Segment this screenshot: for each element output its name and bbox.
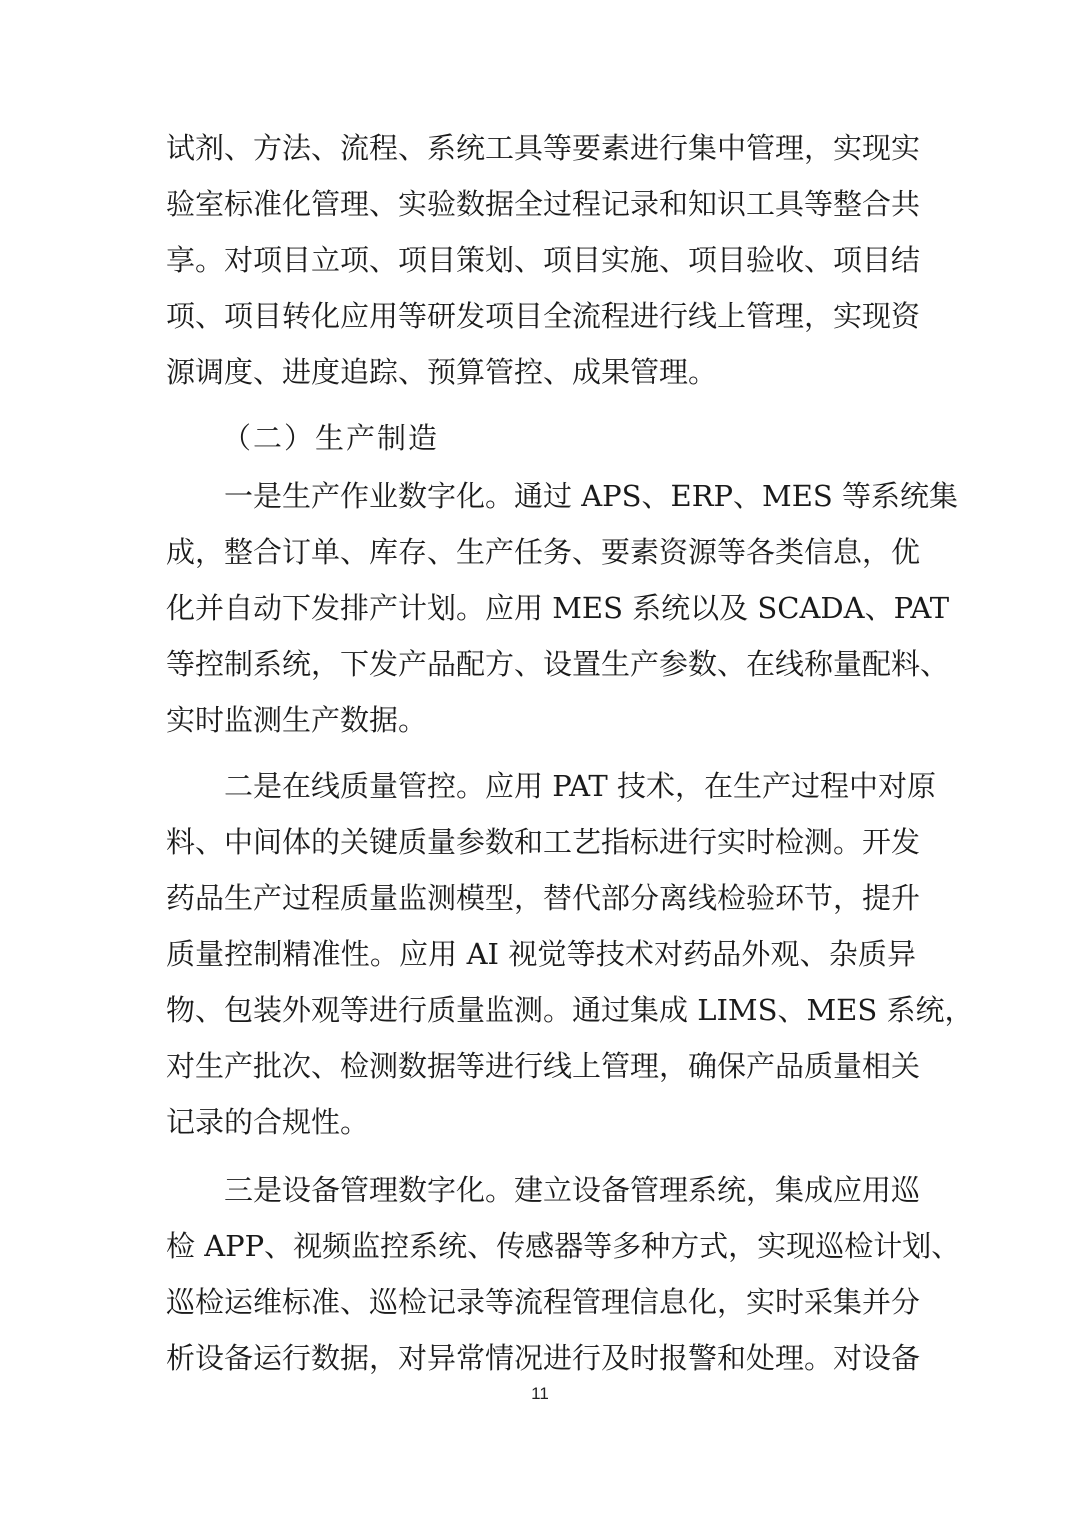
- text-line: 化并自动下发排产计划。应用 MES 系统以及 SCADA、PAT: [166, 591, 950, 625]
- text-line: 源调度、进度追踪、预算管控、成果管理。: [166, 355, 718, 389]
- text-line: 试剂、方法、流程、系统工具等要素进行集中管理，实现实: [166, 131, 921, 165]
- text-line: 二是在线质量管控。应用 PAT 技术，在生产过程中对原: [224, 769, 936, 803]
- text-line: 质量控制精准性。应用 AI 视觉等技术对药品外观、杂质异: [166, 937, 916, 971]
- text-line: 享。对项目立项、项目策划、项目实施、项目验收、项目结: [166, 243, 921, 277]
- text-line: 实时监测生产数据。: [166, 703, 428, 737]
- text-line: 检 APP、视频监控系统、传感器等多种方式，实现巡检计划、: [166, 1229, 961, 1263]
- text-line: 验室标准化管理、实验数据全过程记录和知识工具等整合共: [166, 187, 921, 221]
- text-line: 物、包装外观等进行质量监测。通过集成 LIMS、MES 系统，: [166, 993, 974, 1027]
- text-line: 项、项目转化应用等研发项目全流程进行线上管理，实现资: [166, 299, 921, 333]
- text-line: 药品生产过程质量监测模型，替代部分离线检验环节，提升: [166, 881, 921, 915]
- text-line: 三是设备管理数字化。建立设备管理系统，集成应用巡: [224, 1173, 921, 1207]
- text-line: 成，整合订单、库存、生产任务、要素资源等各类信息，优: [166, 535, 921, 569]
- text-line: 对生产批次、检测数据等进行线上管理，确保产品质量相关: [166, 1049, 921, 1083]
- section-heading: （二）生产制造: [222, 421, 440, 455]
- text-line: 析设备运行数据，对异常情况进行及时报警和处理。对设备: [166, 1341, 921, 1375]
- text-line: 巡检运维标准、巡检记录等流程管理信息化，实时采集并分: [166, 1285, 921, 1319]
- text-line: 等控制系统，下发产品配方、设置生产参数、在线称量配料、: [166, 647, 950, 681]
- page-number: 11: [531, 1384, 549, 1403]
- text-line: 料、中间体的关键质量参数和工艺指标进行实时检测。开发: [166, 825, 921, 859]
- text-line: 一是生产作业数字化。通过 APS、ERP、MES 等系统集: [224, 479, 959, 513]
- text-line: 记录的合规性。: [166, 1105, 370, 1139]
